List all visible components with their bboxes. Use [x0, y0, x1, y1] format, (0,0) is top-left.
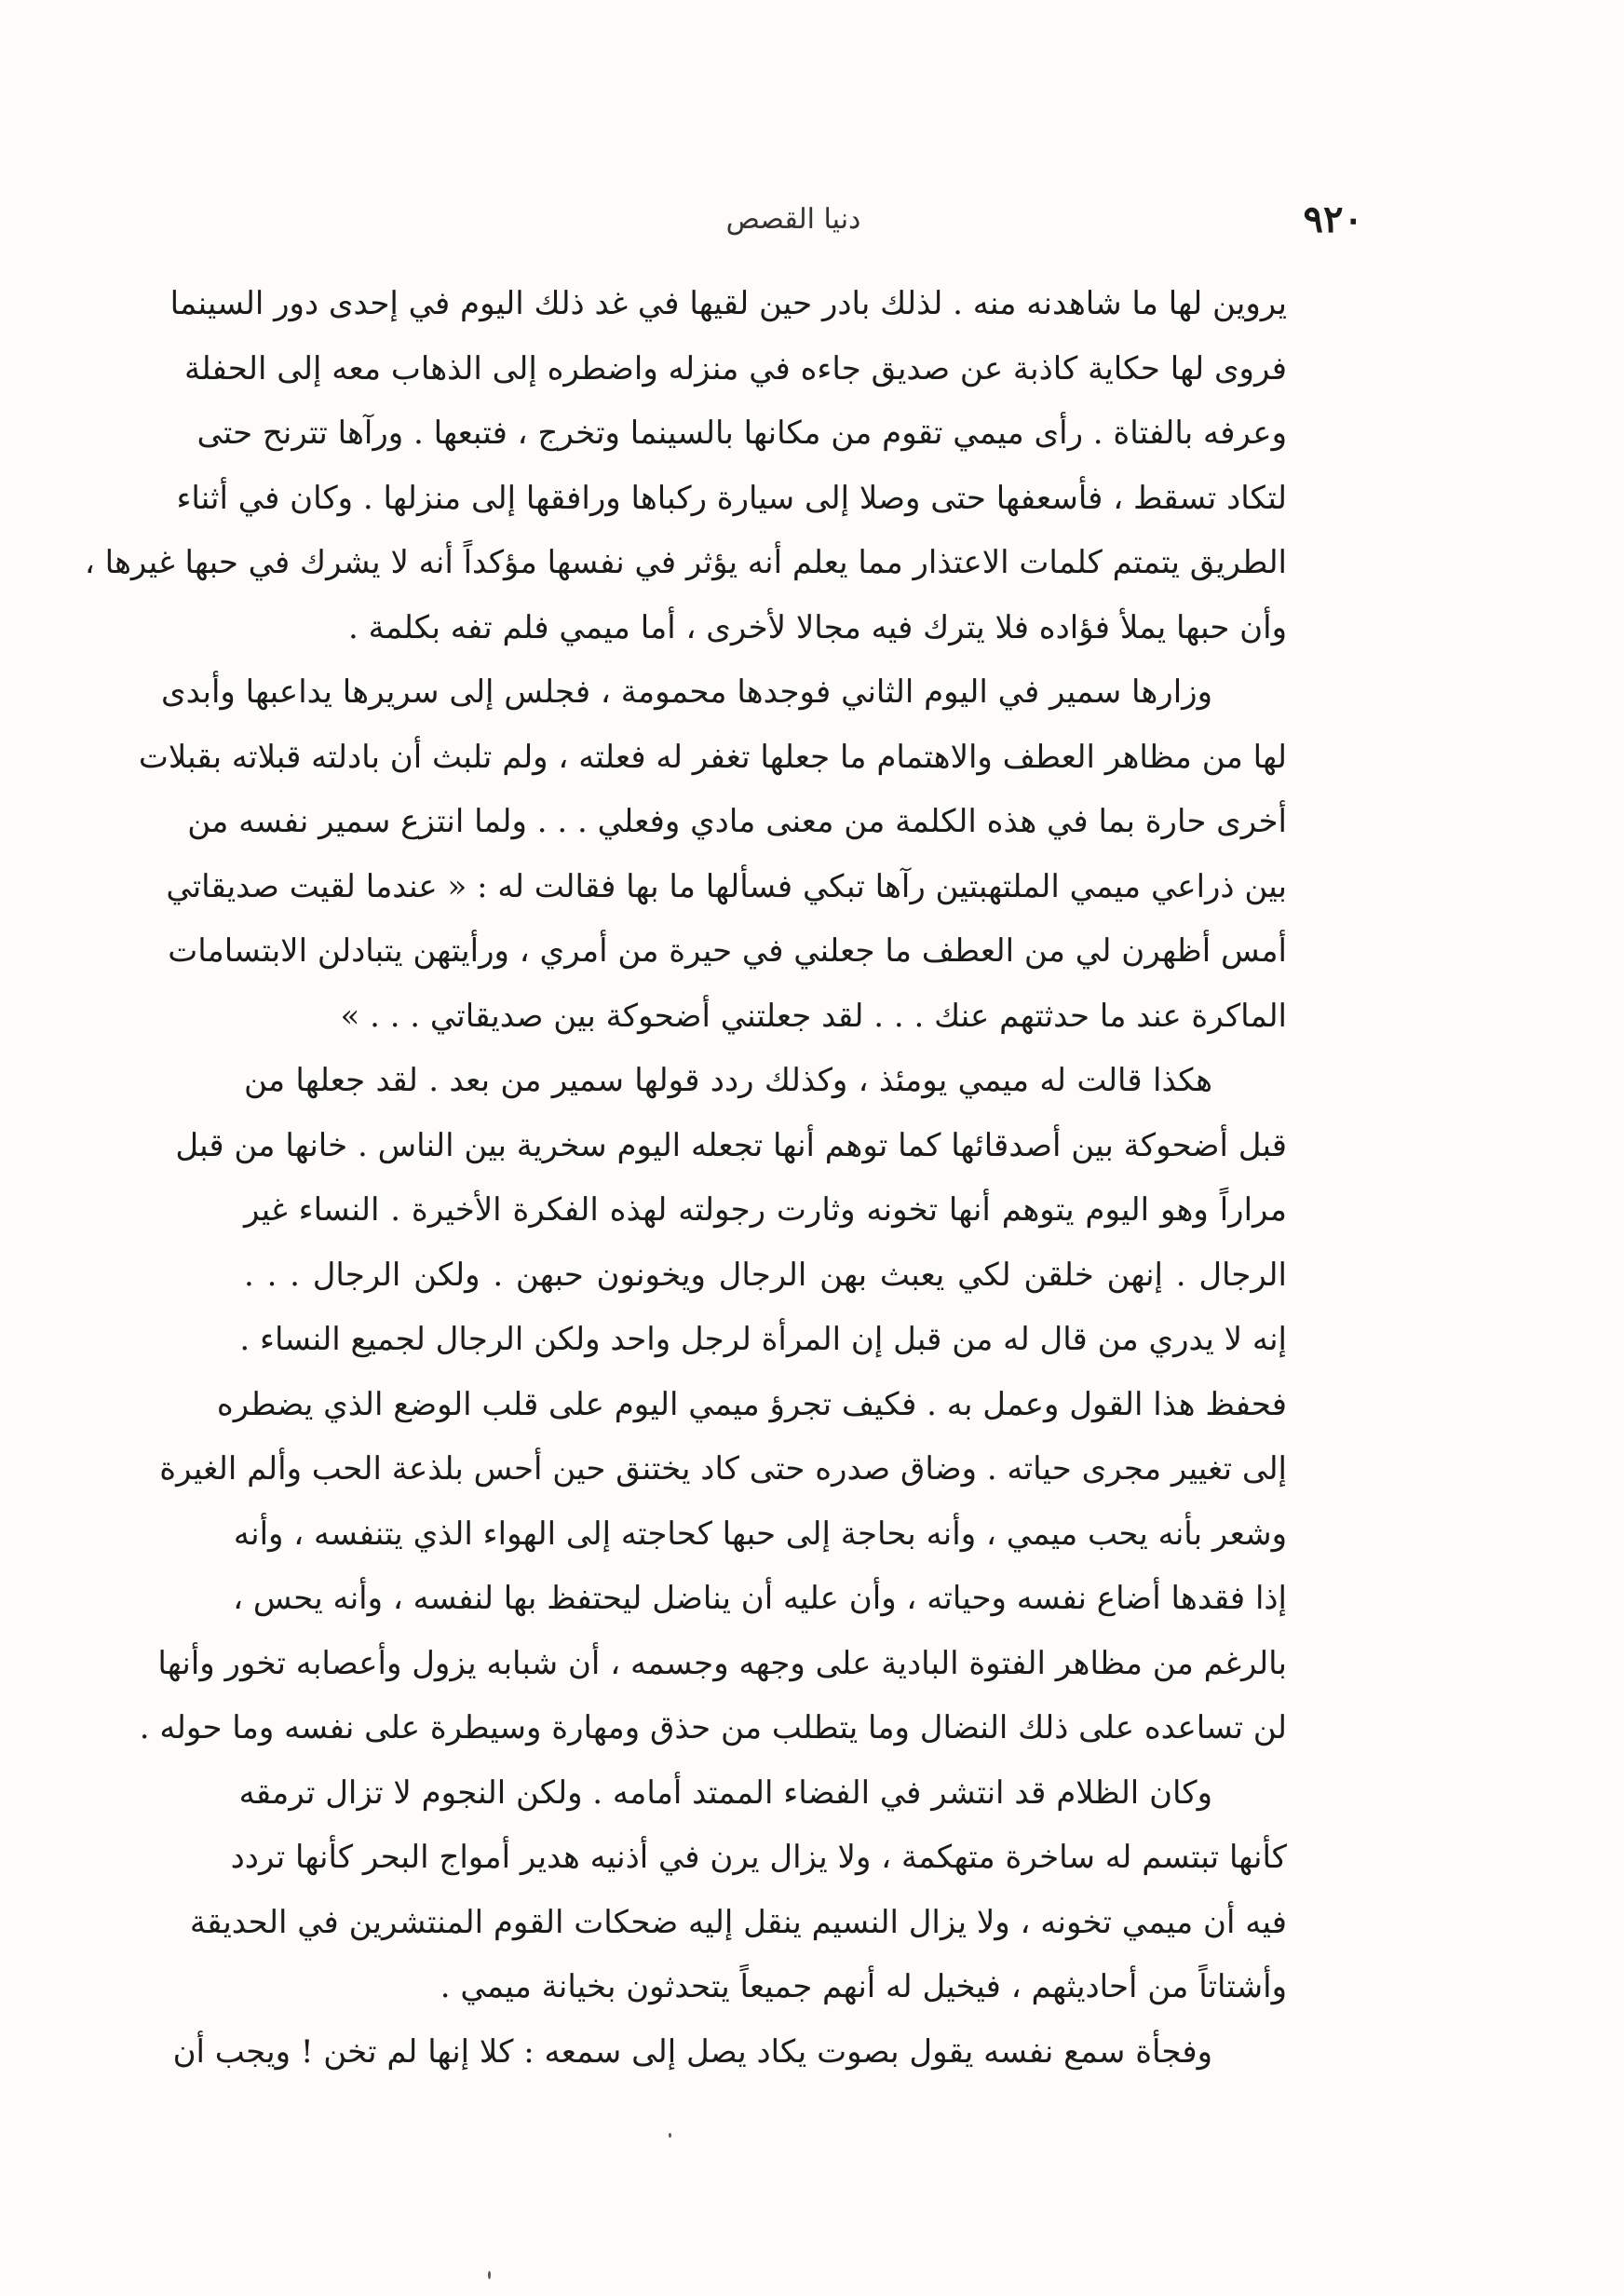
text-line: أمس أظهرن لي من العطف ما جعلني في حيرة من أمري ، ورأيتهن يتبادلن الابتسامات [168, 932, 1287, 970]
text-line: مراراً وهو اليوم يتوهم أنها تخونه وثارت رجولته لهذه الفكرة الأخيرة . النساء غير [244, 1191, 1287, 1229]
text-line: يروين لها ما شاهدنه منه . لذلك بادر حين لقيها في غد ذلك اليوم في إحدى دور السينما [169, 285, 1287, 322]
page-number: ٩٢٠ [1303, 197, 1363, 241]
text-line: وزارها سمير في اليوم الثاني فوجدها محمومة ، فجلس إلى سريرها يداعبها وأبدى [161, 673, 1212, 711]
text-line: هكذا قالت له ميمي يومئذ ، وكذلك ردد قولها سمير من بعد . لقد جعلها من [244, 1062, 1212, 1099]
body-text [84, 272, 1287, 2085]
text-line: لتكاد تسقط ، فأسعفها حتى وصلا إلى سيارة ركباها ورافقها إلى منزلها . وكان في أثناء [176, 479, 1287, 517]
text-line: وفجأة سمع نفسه يقول بصوت يكاد يصل إلى سمعه : كلا إنها لم تخن ! ويجب أن [172, 2032, 1212, 2071]
text-line: كأنها تبتسم له ساخرة متهكمة ، ولا يزال يرن في أذنيه هدير أمواج البحر كأنها تردد [230, 1839, 1287, 1876]
text-line: قبل أضحوكة بين أصدقائها كما توهم أنها تجعله اليوم سخرية بين الناس . خانها من قبل [175, 1126, 1287, 1164]
text-line: فيه أن ميمي تخونه ، ولا يزال النسيم ينقل إليه ضحكات القوم المنتشرين في الحديقة [189, 1903, 1287, 1941]
text-line: بين ذراعي ميمي الملتهبتين رآها تبكي فسألها ما بها فقالت له : « عندما لقيت صديقاتي [166, 867, 1287, 905]
text-line: بالرغم من مظاهر الفتوة البادية على وجهه وجسمه ، أن شبابه يزول وأعصابه تخور وأنها [157, 1644, 1287, 1682]
text-line: الطريق يتمتم كلمات الاعتذار مما يعلم أنه يؤثر في نفسها مؤكداً أنه لا يشرك في حبها غيرها ، [84, 544, 1287, 581]
text-line: الماكرة عند ما حدثتهم عنك . . . لقد جعلتني أضحوكة بين صديقاتي . . . » [340, 997, 1287, 1035]
text-line: أخرى حارة بما في هذه الكلمة من معنى مادي وفعلي . . . ولما انتزع سمير نفسه من [187, 803, 1287, 840]
text-line: الرجال . إنهن خلقن لكي يعبث بهن الرجال ويخونون حبهن . ولكن الرجال . . . [244, 1256, 1287, 1294]
scan-speck [669, 2133, 671, 2138]
text-line: لن تساعده على ذلك النضال وما يتطلب من حذق ومهارة وسيطرة على نفسه وما حوله . [139, 1709, 1287, 1746]
text-line: إذا فقدها أضاع نفسه وحياته ، وأن عليه أن يناضل ليحتفظ بها لنفسه ، وأنه يحس ، [233, 1580, 1287, 1617]
text-line: إلى تغيير مجرى حياته . وضاق صدره حتى كاد يختنق حين أحس بلذعة الحب وألم الغيرة [159, 1450, 1287, 1488]
scan-speck [488, 2271, 491, 2279]
text-line: وأن حبها يملأ فؤاده فلا يترك فيه مجالا لأخرى ، أما ميمي فلم تفه بكلمة . [347, 608, 1287, 646]
page-header [223, 197, 1363, 253]
text-line: وأشتاتاً من أحاديثهم ، فيخيل له أنهم جميعاً يتحدثون بخيانة ميمي . [440, 1968, 1287, 2005]
text-line: وكان الظلام قد انتشر في الفضاء الممتد أمامه . ولكن النجوم لا تزال ترمقه [238, 1773, 1212, 1812]
running-title: دنيا القصص [725, 203, 861, 236]
text-line: وشعر بأنه يحب ميمي ، وأنه بحاجة إلى حبها كحاجته إلى الهواء الذي يتنفسه ، وأنه [233, 1515, 1287, 1553]
text-line: وعرفه بالفتاة . رأى ميمي تقوم من مكانها بالسينما وتخرج ، فتبعها . ورآها تترنح حتى [196, 414, 1287, 452]
text-line: فروى لها حكاية كاذبة عن صديق جاءه في منزله واضطره إلى الذهاب معه إلى الحفلة [184, 349, 1287, 387]
text-line: لها من مظاهر العطف والاهتمام ما جعلها تغفر له فعلته ، ولم تلبث أن بادلته قبلاته بقبلات [138, 738, 1287, 776]
text-line: إنه لا يدري من قال له من قبل إن المرأة لرجل واحد ولكن الرجال لجميع النساء . [239, 1321, 1287, 1358]
text-line: فحفظ هذا القول وعمل به . فكيف تجرؤ ميمي اليوم على قلب الوضع الذي يضطره [216, 1385, 1287, 1423]
